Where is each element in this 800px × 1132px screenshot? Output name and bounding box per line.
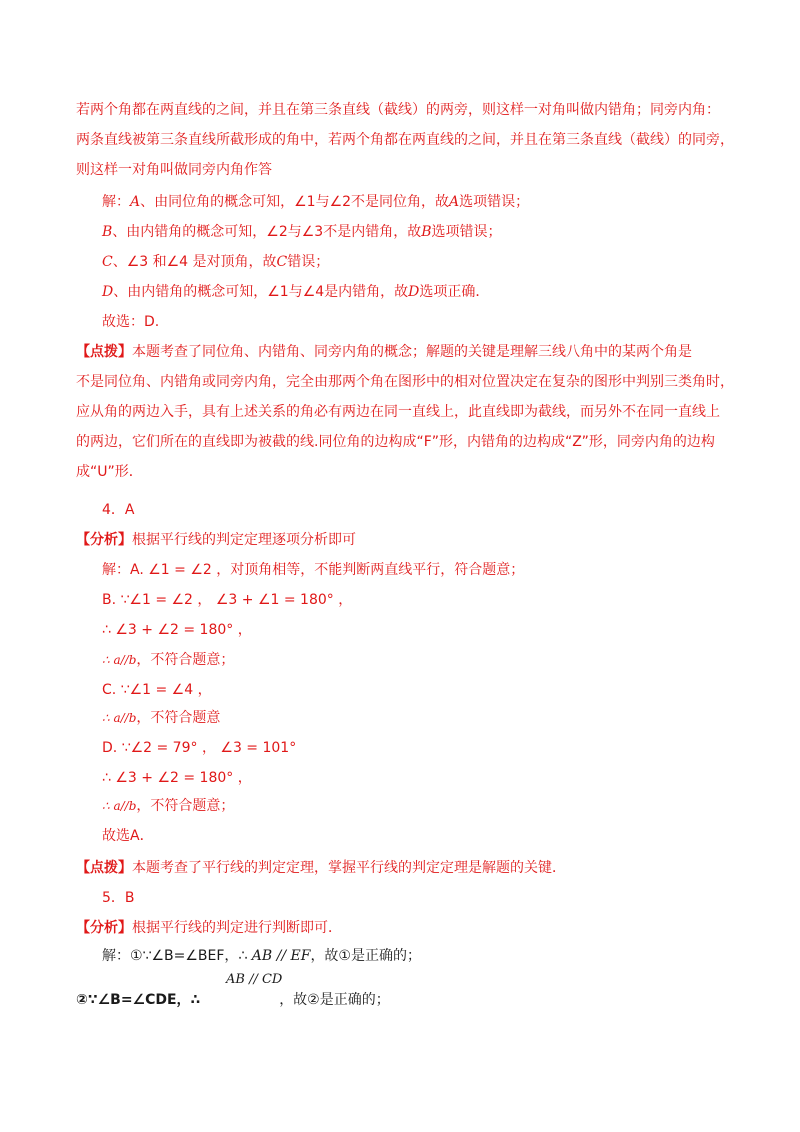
q4-option-d-line-3 bbox=[102, 796, 234, 816]
q4-option-c-line-1: C. ∵∠1 = ∠4 ， bbox=[102, 682, 212, 698]
q4-analysis-label: 【分析】 bbox=[76, 532, 132, 548]
q3-d-letter: D bbox=[102, 284, 114, 300]
q5-line-2-parallel: AB // CD bbox=[226, 972, 283, 987]
q4-tip-label: 【点拨】 bbox=[76, 860, 132, 876]
q3-a-letter: A bbox=[130, 194, 141, 210]
q3-c-letter: C bbox=[102, 254, 113, 270]
q4-option-b-line-2: ∴ ∠3 + ∠2 = 180° ， bbox=[102, 622, 252, 638]
q3-a-text: 、由同位角的概念可知，∠1与∠2不是同位角，故 bbox=[140, 194, 450, 210]
q5-line-2 bbox=[76, 990, 390, 1010]
q3-b-tail: 选项错误； bbox=[431, 224, 502, 240]
q3-a-letter2: A bbox=[449, 194, 460, 210]
q3-option-b bbox=[102, 222, 502, 242]
q3-c-letter2: C bbox=[276, 254, 288, 270]
q4-option-b-line-3 bbox=[102, 650, 234, 670]
q3-tip-text-1: 本题考查了同位角、内错角、同旁内角的概念；解题的关键是理解三线八角中的某两个角是 bbox=[132, 344, 692, 360]
q3-tip-line-2: 不是同位角、内错角或同旁内角，完全由那两个角在图形中的相对位置决定在复杂的图形中判别三类角时， bbox=[76, 374, 734, 390]
q5-line-2-end: ，故②是正确的； bbox=[279, 992, 390, 1008]
q3-a-tail: 选项错误； bbox=[459, 194, 530, 210]
q3-option-d bbox=[102, 282, 489, 302]
q3-tip-label: 【点拨】 bbox=[76, 344, 132, 360]
q4-c-conclusion: ，不符合题意 bbox=[136, 710, 221, 726]
q4-c-parallel: ∴ a//b bbox=[102, 711, 137, 725]
q4-b-conclusion: ，不符合题意； bbox=[136, 652, 235, 668]
q4-option-b-line-1: B. ∵∠1 = ∠2 ， ∠3 + ∠1 = 180° ， bbox=[102, 592, 353, 608]
q3-c-tail: 错误； bbox=[287, 254, 330, 270]
q5-analysis-label: 【分析】 bbox=[76, 920, 132, 936]
q5-line-1-parallel: AB // EF bbox=[251, 948, 311, 964]
q4-analysis bbox=[76, 530, 356, 550]
intro-line-1: 若两个角都在两直线的之间，并且在第三条直线（截线）的两旁，则这样一对角叫做内错角；同旁内角： bbox=[76, 102, 720, 118]
q3-c-text: 、∠3 和∠4 是对顶角，故 bbox=[112, 254, 277, 270]
q3-d-tail: 选项正确． bbox=[419, 284, 490, 300]
q4-tip bbox=[76, 858, 566, 878]
q3-d-letter2: D bbox=[408, 284, 420, 300]
q5-line-1-end: ，故①是正确的； bbox=[310, 948, 421, 964]
q4-tip-text: 本题考查了平行线的判定定理，掌握平行线的判定定理是解题的关键． bbox=[132, 860, 566, 876]
q4-option-d-line-2: ∴ ∠3 + ∠2 = 180° ， bbox=[102, 770, 252, 786]
q4-number: 4．A bbox=[102, 502, 135, 518]
q5-number: 5．B bbox=[102, 890, 135, 906]
q5-analysis bbox=[76, 918, 342, 938]
q4-b-parallel: ∴ a//b bbox=[102, 653, 137, 667]
q5-analysis-text: 根据平行线的判定进行判断即可． bbox=[132, 920, 342, 936]
q4-d-conclusion: ，不符合题意； bbox=[136, 798, 235, 814]
q5-line-1-start: 解：①∵∠B=∠BEF，∴ bbox=[102, 948, 248, 964]
q3-choice: 故选：D. bbox=[102, 314, 160, 330]
q3-tip-line-5: 成“U”形． bbox=[76, 464, 143, 480]
q3-tip-line-3: 应从角的两边入手，具有上述关系的角必有两边在同一直线上，此直线即为截线，而另外不在同一直线上 bbox=[76, 404, 720, 420]
q4-analysis-text: 根据平行线的判定定理逐项分析即可 bbox=[132, 532, 356, 548]
q4-choice: 故选A． bbox=[102, 828, 154, 844]
q3-b-letter2: B bbox=[421, 224, 432, 240]
q3-a-prefix: 解： bbox=[102, 194, 130, 210]
q5-line-2-start: ②∵∠B=∠CDE，∴ bbox=[76, 992, 201, 1008]
q3-tip-line-1 bbox=[76, 342, 692, 362]
q3-tip-line-4: 的两边，它们所在的直线即为被截的线.同位角的边构成“F”形，内错角的边构成“Z”形，同旁内角的边构 bbox=[76, 434, 715, 450]
q4-option-c-line-2 bbox=[102, 708, 220, 728]
q3-b-text: 、由内错角的概念可知，∠2与∠3不是内错角，故 bbox=[112, 224, 422, 240]
q3-d-text: 、由内错角的概念可知，∠1与∠4是内错角，故 bbox=[113, 284, 409, 300]
q4-option-d-line-1: D. ∵∠2 = 79° ， ∠3 = 101° bbox=[102, 740, 297, 756]
q3-option-c bbox=[102, 252, 329, 272]
intro-line-3: 则这样一对角叫做同旁内角作答 bbox=[76, 162, 272, 178]
q3-option-a bbox=[102, 192, 529, 212]
q4-d-parallel: ∴ a//b bbox=[102, 799, 137, 813]
q3-b-letter: B bbox=[102, 224, 113, 240]
q4-option-a: 解：A. ∠1 = ∠2 ，对顶角相等，不能判断两直线平行，符合题意； bbox=[102, 562, 525, 578]
intro-line-2: 两条直线被第三条直线所截形成的角中，若两个角都在两直线的之间，并且在第三条直线（截线）的同旁， bbox=[76, 132, 734, 148]
q5-line-1 bbox=[102, 946, 421, 966]
